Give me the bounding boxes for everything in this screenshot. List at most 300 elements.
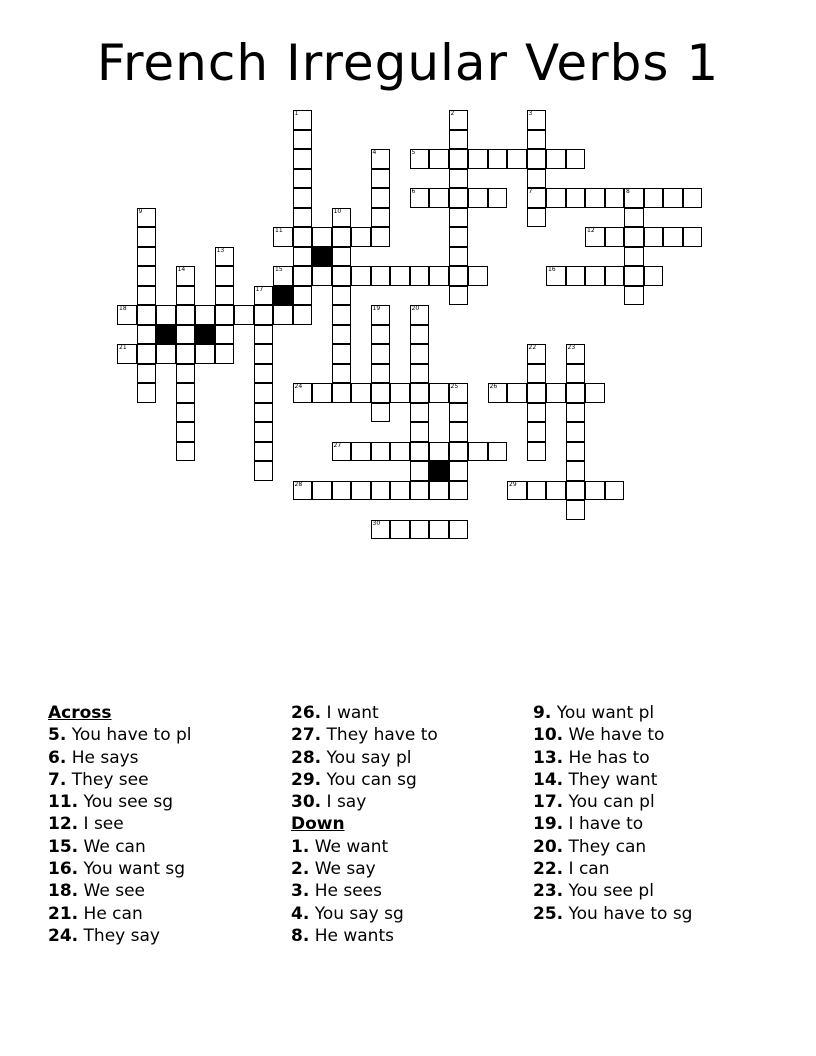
crossword-cell[interactable] xyxy=(410,520,430,540)
crossword-cell[interactable] xyxy=(527,364,547,384)
crossword-cell[interactable] xyxy=(527,130,547,150)
crossword-cell[interactable] xyxy=(527,422,547,442)
crossword-cell[interactable] xyxy=(254,325,274,345)
crossword-cell[interactable] xyxy=(488,149,508,169)
crossword-cell[interactable] xyxy=(137,305,157,325)
clue-item-number: 3. xyxy=(291,881,310,902)
crossword-cell[interactable] xyxy=(293,169,313,189)
crossword-cell[interactable] xyxy=(488,383,508,403)
crossword-cell[interactable] xyxy=(137,247,157,267)
crossword-cell[interactable] xyxy=(429,520,449,540)
crossword-cell[interactable] xyxy=(507,481,527,501)
crossword-cell[interactable] xyxy=(176,305,196,325)
crossword-cell[interactable] xyxy=(332,344,352,364)
black-square xyxy=(156,325,176,345)
clue-number: 28 xyxy=(294,480,303,488)
clue-number: 26 xyxy=(489,383,498,390)
clue-number: 13 xyxy=(216,246,225,254)
clue-item xyxy=(533,858,773,880)
clue-item xyxy=(533,836,773,858)
crossword-cell[interactable] xyxy=(332,305,352,325)
clue-item-text: He has to xyxy=(568,747,650,768)
clue-item xyxy=(48,813,288,835)
crossword-cell[interactable] xyxy=(410,403,430,423)
crossword-cell[interactable] xyxy=(390,520,410,540)
crossword-cell[interactable] xyxy=(468,149,488,169)
crossword-cell[interactable] xyxy=(449,266,469,286)
crossword-cell[interactable] xyxy=(449,403,469,423)
crossword-cell[interactable] xyxy=(546,266,566,286)
crossword-cell[interactable] xyxy=(137,286,157,306)
crossword-cell[interactable] xyxy=(176,266,196,286)
crossword-cell[interactable] xyxy=(429,149,449,169)
crossword-cell[interactable] xyxy=(215,305,235,325)
crossword-cell[interactable] xyxy=(371,325,391,345)
crossword-cell[interactable] xyxy=(371,266,391,286)
clue-item-text: I want xyxy=(326,703,379,723)
crossword-cell[interactable] xyxy=(293,286,313,306)
clue-item-number: 7. xyxy=(48,769,67,790)
crossword-cell[interactable] xyxy=(527,208,547,228)
crossword-cell[interactable] xyxy=(429,266,449,286)
crossword-cell[interactable] xyxy=(137,325,157,345)
crossword-cell[interactable] xyxy=(644,227,664,247)
clue-item-number: 16. xyxy=(48,859,79,880)
crossword-cell[interactable] xyxy=(507,383,527,403)
crossword-cell[interactable] xyxy=(566,500,586,520)
crossword-cell[interactable] xyxy=(429,481,449,501)
clue-item xyxy=(533,769,773,791)
crossword-cell[interactable] xyxy=(273,305,293,325)
crossword-cell[interactable] xyxy=(215,325,235,345)
clue-number: 19 xyxy=(372,305,381,312)
clue-item-number: 4. xyxy=(291,903,310,924)
black-square xyxy=(429,461,449,481)
clue-item-number: 20. xyxy=(533,836,564,857)
clue-heading: Across xyxy=(48,703,112,723)
clue-item-number: 10. xyxy=(533,725,564,746)
crossword-cell[interactable] xyxy=(566,266,586,286)
clue-item xyxy=(533,724,773,746)
clue-item-number: 14. xyxy=(533,769,564,790)
crossword-cell[interactable] xyxy=(566,422,586,442)
crossword-cell[interactable] xyxy=(488,188,508,208)
crossword-cell[interactable] xyxy=(332,266,352,286)
crossword-cell[interactable] xyxy=(351,383,371,403)
clue-item xyxy=(48,858,288,880)
crossword-cell[interactable] xyxy=(215,286,235,306)
crossword-cell[interactable] xyxy=(585,481,605,501)
clue-item xyxy=(291,903,531,925)
crossword-cell[interactable] xyxy=(293,110,313,130)
crossword-cell[interactable] xyxy=(156,305,176,325)
crossword-cell[interactable] xyxy=(176,422,196,442)
clue-item-number: 23. xyxy=(533,881,564,902)
crossword-cell[interactable] xyxy=(566,481,586,501)
crossword-cell[interactable] xyxy=(176,403,196,423)
crossword-cell[interactable] xyxy=(410,422,430,442)
crossword-cell[interactable] xyxy=(624,188,644,208)
crossword-cell[interactable] xyxy=(293,188,313,208)
crossword-cell[interactable] xyxy=(449,188,469,208)
crossword-cell[interactable] xyxy=(644,266,664,286)
crossword-cell[interactable] xyxy=(332,286,352,306)
crossword-cell[interactable] xyxy=(449,227,469,247)
crossword-cell[interactable] xyxy=(546,481,566,501)
crossword-cell[interactable] xyxy=(176,383,196,403)
clue-item xyxy=(291,925,531,947)
crossword-cell[interactable] xyxy=(429,383,449,403)
clue-number: 14 xyxy=(177,266,186,273)
crossword-cell[interactable] xyxy=(527,344,547,364)
crossword-cell[interactable] xyxy=(449,481,469,501)
crossword-cell[interactable] xyxy=(176,286,196,306)
crossword-cell[interactable] xyxy=(663,188,683,208)
clue-item-number: 18. xyxy=(48,881,79,902)
crossword-cell[interactable] xyxy=(566,403,586,423)
clue-item-number: 8. xyxy=(291,925,310,946)
clue-item xyxy=(48,769,288,791)
clue-item-text: They want xyxy=(568,769,658,790)
clue-item-text: You want sg xyxy=(83,859,186,880)
crossword-cell[interactable] xyxy=(546,383,566,403)
clue-item-text: We can xyxy=(83,836,146,857)
clue-item-text: We have to xyxy=(568,725,665,746)
crossword-cell[interactable] xyxy=(117,344,137,364)
crossword-cell[interactable] xyxy=(410,344,430,364)
crossword-cell[interactable] xyxy=(566,383,586,403)
crossword-cell[interactable] xyxy=(312,227,332,247)
crossword-cell[interactable] xyxy=(527,149,547,169)
crossword-cell[interactable] xyxy=(371,364,391,384)
clue-item-text: You have to sg xyxy=(568,903,693,924)
clue-number: 21 xyxy=(119,344,127,351)
clue-item-number: 1. xyxy=(291,836,310,857)
crossword-cell[interactable] xyxy=(371,383,391,403)
crossword-cell[interactable] xyxy=(195,305,215,325)
crossword-cell[interactable] xyxy=(566,149,586,169)
crossword-cell[interactable] xyxy=(585,266,605,286)
clue-number: 16 xyxy=(548,266,556,273)
clue-item-number: 5. xyxy=(48,725,67,746)
crossword-cell[interactable] xyxy=(410,364,430,384)
clue-item xyxy=(533,791,773,813)
clue-item xyxy=(533,747,773,769)
crossword-cell[interactable] xyxy=(293,149,313,169)
crossword-cell[interactable] xyxy=(390,383,410,403)
clue-item xyxy=(291,836,531,858)
crossword-cell[interactable] xyxy=(293,481,313,501)
crossword-cell[interactable] xyxy=(156,344,176,364)
clue-item-number: 26. xyxy=(291,703,322,723)
crossword-cell[interactable] xyxy=(390,266,410,286)
crossword-cell[interactable] xyxy=(332,208,352,228)
crossword-cell[interactable] xyxy=(410,149,430,169)
crossword-cell[interactable] xyxy=(566,461,586,481)
crossword-cell[interactable] xyxy=(449,286,469,306)
clue-item-text: He says xyxy=(71,747,139,768)
clue-column-2 xyxy=(291,702,531,947)
crossword-cell[interactable] xyxy=(254,364,274,384)
clue-item-number: 9. xyxy=(533,703,552,723)
crossword-cell[interactable] xyxy=(546,188,566,208)
clue-item xyxy=(291,858,531,880)
crossword-cell[interactable] xyxy=(351,481,371,501)
crossword-cell[interactable] xyxy=(605,188,625,208)
crossword-cell[interactable] xyxy=(468,266,488,286)
crossword-cell[interactable] xyxy=(332,247,352,267)
crossword-cell[interactable] xyxy=(527,188,547,208)
clue-number: 9 xyxy=(138,207,143,215)
crossword-cell[interactable] xyxy=(449,520,469,540)
crossword-cell[interactable] xyxy=(390,442,410,462)
crossword-cell[interactable] xyxy=(429,442,449,462)
crossword-cell[interactable] xyxy=(293,266,313,286)
crossword-cell[interactable] xyxy=(137,208,157,228)
clue-item xyxy=(291,880,531,902)
crossword-cell[interactable] xyxy=(410,442,430,462)
crossword-cell[interactable] xyxy=(449,149,469,169)
crossword-cell[interactable] xyxy=(624,208,644,228)
crossword-cell[interactable] xyxy=(449,130,469,150)
crossword-cell[interactable] xyxy=(429,188,449,208)
clue-item xyxy=(291,747,531,769)
crossword-cell[interactable] xyxy=(137,266,157,286)
crossword-cell[interactable] xyxy=(371,442,391,462)
crossword-cell[interactable] xyxy=(527,383,547,403)
clue-item-number: 2. xyxy=(291,859,310,880)
clue-number: 7 xyxy=(528,188,533,195)
crossword-cell[interactable] xyxy=(273,266,293,286)
crossword-cell[interactable] xyxy=(449,383,469,403)
crossword-cell[interactable] xyxy=(254,461,274,481)
crossword-cell[interactable] xyxy=(371,520,391,540)
crossword-cell[interactable] xyxy=(468,442,488,462)
clue-item xyxy=(48,880,288,902)
crossword-cell[interactable] xyxy=(585,227,605,247)
crossword-cell[interactable] xyxy=(449,169,469,189)
clue-item-number: 19. xyxy=(533,814,564,835)
crossword-cell[interactable] xyxy=(468,188,488,208)
clue-number: 15 xyxy=(275,266,283,273)
crossword-cell[interactable] xyxy=(683,188,703,208)
clue-number: 23 xyxy=(567,344,576,351)
crossword-cell[interactable] xyxy=(176,325,196,345)
clue-number: 4 xyxy=(372,149,377,156)
crossword-cell[interactable] xyxy=(644,188,664,208)
clue-item-text: I see xyxy=(83,814,124,835)
crossword-cell[interactable] xyxy=(624,247,644,267)
crossword-cell[interactable] xyxy=(488,442,508,462)
clue-item-text: He sees xyxy=(314,881,382,902)
crossword-cell[interactable] xyxy=(410,461,430,481)
clue-number: 1 xyxy=(294,110,299,117)
clue-item-text: You see sg xyxy=(83,792,174,813)
crossword-cell[interactable] xyxy=(663,227,683,247)
black-square xyxy=(195,325,215,345)
crossword-cell[interactable] xyxy=(215,344,235,364)
crossword-cell[interactable] xyxy=(527,442,547,462)
crossword-cell[interactable] xyxy=(605,266,625,286)
clue-column-3 xyxy=(533,702,773,925)
clue-number: 22 xyxy=(528,344,537,351)
clue-item-text: They have to xyxy=(326,725,438,746)
clue-number: 3 xyxy=(528,110,533,117)
crossword-cell[interactable] xyxy=(254,383,274,403)
crossword-cell[interactable] xyxy=(371,188,391,208)
crossword-cell[interactable] xyxy=(527,403,547,423)
crossword-cell[interactable] xyxy=(683,227,703,247)
crossword-cell[interactable] xyxy=(137,227,157,247)
crossword-cell[interactable] xyxy=(312,266,332,286)
crossword-cell[interactable] xyxy=(566,364,586,384)
crossword-cell[interactable] xyxy=(254,403,274,423)
crossword-cell[interactable] xyxy=(137,364,157,384)
crossword-cell[interactable] xyxy=(585,188,605,208)
crossword-cell[interactable] xyxy=(176,442,196,462)
crossword-cell[interactable] xyxy=(332,442,352,462)
crossword-cell[interactable] xyxy=(273,227,293,247)
clue-item xyxy=(291,791,531,813)
crossword-cell[interactable] xyxy=(195,344,215,364)
clue-number: 10 xyxy=(333,207,342,215)
clue-number: 18 xyxy=(119,305,127,312)
crossword-cell[interactable] xyxy=(371,169,391,189)
crossword-cell[interactable] xyxy=(410,266,430,286)
clue-item-number: 21. xyxy=(48,903,79,924)
crossword-cell[interactable] xyxy=(293,130,313,150)
crossword-cell[interactable] xyxy=(293,247,313,267)
crossword-cell[interactable] xyxy=(176,344,196,364)
clue-heading: Down xyxy=(291,814,345,835)
clue-item-text: They say xyxy=(83,925,160,946)
black-square xyxy=(312,247,332,267)
crossword-cell[interactable] xyxy=(332,325,352,345)
crossword-cell[interactable] xyxy=(371,227,391,247)
crossword-cell[interactable] xyxy=(254,286,274,306)
crossword-cell[interactable] xyxy=(527,481,547,501)
crossword-cell[interactable] xyxy=(449,422,469,442)
crossword-cell[interactable] xyxy=(566,344,586,364)
clue-item-text: He wants xyxy=(314,925,394,946)
crossword-cell[interactable] xyxy=(449,442,469,462)
crossword-cell[interactable] xyxy=(585,383,605,403)
crossword-cell[interactable] xyxy=(566,442,586,462)
clue-number: 12 xyxy=(587,227,595,234)
clue-item-number: 29. xyxy=(291,769,322,790)
crossword-cell[interactable] xyxy=(527,110,547,130)
clue-item xyxy=(533,813,773,835)
crossword-cell[interactable] xyxy=(215,247,235,267)
crossword-cell[interactable] xyxy=(176,364,196,384)
crossword-cell[interactable] xyxy=(449,247,469,267)
crossword-cell[interactable] xyxy=(449,110,469,130)
clue-item-text: We say xyxy=(314,859,376,880)
crossword-cell[interactable] xyxy=(293,383,313,403)
crossword-cell[interactable] xyxy=(371,208,391,228)
crossword-cell[interactable] xyxy=(605,481,625,501)
clue-item xyxy=(48,903,288,925)
clue-number: 6 xyxy=(411,188,416,195)
crossword-cell[interactable] xyxy=(332,364,352,384)
crossword-cell[interactable] xyxy=(624,266,644,286)
crossword-cell[interactable] xyxy=(410,383,430,403)
crossword-cell[interactable] xyxy=(293,208,313,228)
crossword-cell[interactable] xyxy=(410,305,430,325)
crossword-cell[interactable] xyxy=(449,461,469,481)
crossword-cell[interactable] xyxy=(371,305,391,325)
crossword-cell[interactable] xyxy=(254,442,274,462)
crossword-cell[interactable] xyxy=(410,325,430,345)
clue-item xyxy=(48,724,288,746)
crossword-cell[interactable] xyxy=(332,481,352,501)
crossword-cell[interactable] xyxy=(566,188,586,208)
crossword-cell[interactable] xyxy=(410,188,430,208)
clue-item-text: They see xyxy=(71,769,149,790)
crossword-cell[interactable] xyxy=(527,169,547,189)
crossword-cell[interactable] xyxy=(371,481,391,501)
crossword-cell[interactable] xyxy=(312,481,332,501)
clue-item xyxy=(48,836,288,858)
crossword-cell[interactable] xyxy=(351,227,371,247)
crossword-cell[interactable] xyxy=(254,344,274,364)
crossword-cell[interactable] xyxy=(117,305,137,325)
clue-item-text: You say pl xyxy=(326,747,412,768)
clue-item xyxy=(48,747,288,769)
crossword-cell[interactable] xyxy=(351,266,371,286)
crossword-cell[interactable] xyxy=(293,227,313,247)
clue-item-text: I have to xyxy=(568,814,644,835)
clue-item xyxy=(533,903,773,925)
clue-number: 30 xyxy=(372,519,381,527)
clue-item-number: 12. xyxy=(48,814,79,835)
page-title: French Irregular Verbs 1 xyxy=(96,34,720,92)
crossword-cell[interactable] xyxy=(390,481,410,501)
crossword-cell[interactable] xyxy=(351,442,371,462)
clue-item-number: 22. xyxy=(533,859,564,880)
clue-column-1 xyxy=(48,702,288,947)
crossword-cell[interactable] xyxy=(507,149,527,169)
crossword-cell[interactable] xyxy=(624,227,644,247)
clue-item-number: 28. xyxy=(291,747,322,768)
clue-item-text: You say sg xyxy=(314,903,404,924)
crossword-cell[interactable] xyxy=(234,305,254,325)
clue-item-number: 25. xyxy=(533,903,564,924)
clue-number: 29 xyxy=(509,480,517,488)
crossword-cell[interactable] xyxy=(215,266,235,286)
crossword-cell[interactable] xyxy=(371,149,391,169)
crossword-cell[interactable] xyxy=(332,227,352,247)
crossword-cell[interactable] xyxy=(137,344,157,364)
crossword-cell[interactable] xyxy=(410,481,430,501)
crossword-cell[interactable] xyxy=(449,208,469,228)
crossword-cell[interactable] xyxy=(332,383,352,403)
clue-item-number: 13. xyxy=(533,747,564,768)
crossword-cell[interactable] xyxy=(254,305,274,325)
crossword-cell[interactable] xyxy=(293,305,313,325)
crossword-cell[interactable] xyxy=(137,383,157,403)
clue-item-text: We see xyxy=(83,881,145,902)
crossword-cell[interactable] xyxy=(605,227,625,247)
clue-item-text: I say xyxy=(326,792,367,813)
crossword-cell[interactable] xyxy=(624,286,644,306)
crossword-cell[interactable] xyxy=(254,422,274,442)
crossword-cell[interactable] xyxy=(312,383,332,403)
crossword-cell[interactable] xyxy=(371,403,391,423)
clue-number: 20 xyxy=(411,305,420,312)
crossword-cell[interactable] xyxy=(546,149,566,169)
crossword-cell[interactable] xyxy=(371,344,391,364)
